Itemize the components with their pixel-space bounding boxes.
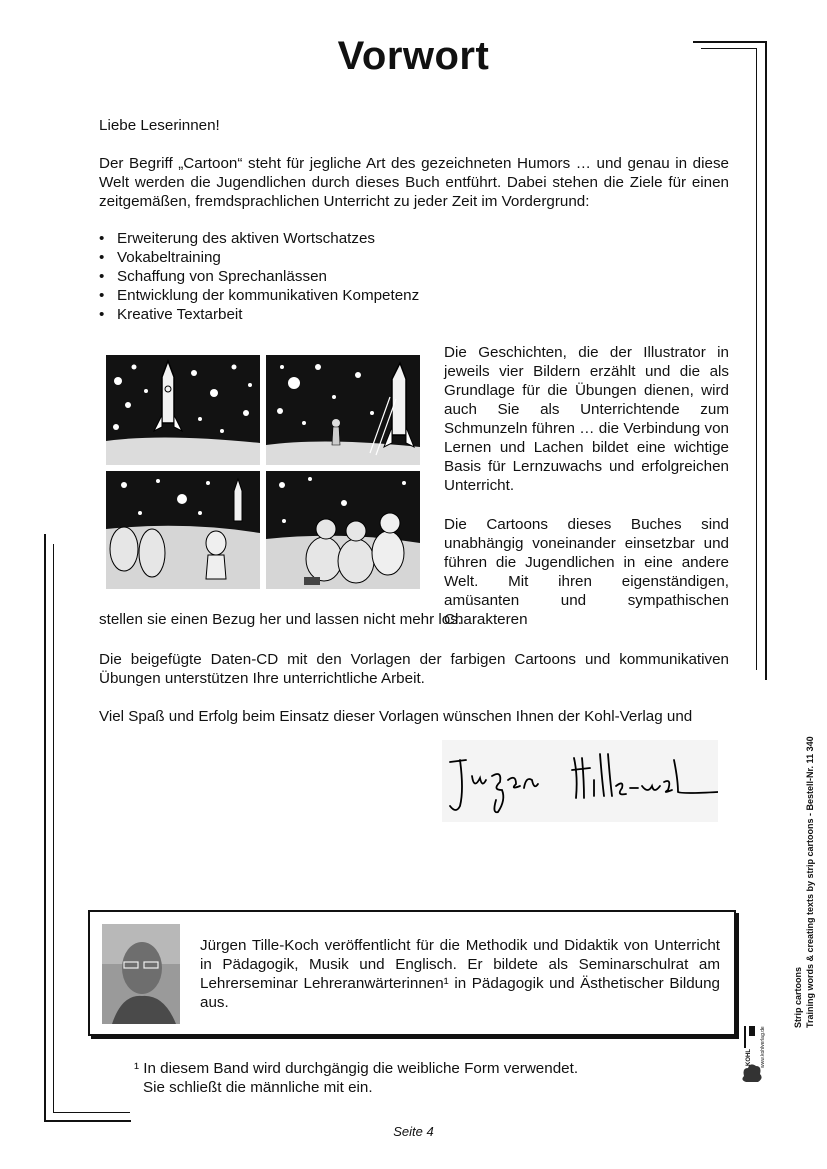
cartoon-panel-3 xyxy=(106,471,260,589)
frame-right-v2 xyxy=(756,48,757,670)
frame-left-v1 xyxy=(44,534,46,1121)
list-item: • Erweiterung des aktiven Wortschatzes xyxy=(99,230,376,247)
list-item: • Schaffung von Sprechanlässen xyxy=(99,268,327,285)
side-caption-order-info: Training words & creating texts by strip cartoons - Bestell-Nr. 11 340 xyxy=(805,736,815,1028)
bullet-icon: • xyxy=(99,249,105,266)
list-item: • Vokabeltraining xyxy=(99,249,221,266)
cartoons-paragraph: Die Cartoons dieses Buches sind unabhängig voneinander einsetzbar und führen die Jugendlichen in eine andere Welt. Mit ihren eigenständigen, amüsanten und sympathischen Charakteren xyxy=(444,516,729,628)
list-item: • Kreative Textarbeit xyxy=(99,306,243,323)
footnote-line-2: Sie schließt die männliche mit ein. xyxy=(143,1079,373,1096)
author-photo xyxy=(102,924,180,1024)
bullet-icon: • xyxy=(99,287,105,304)
closing-paragraph: Viel Spaß und Erfolg beim Einsatz dieser Vorlagen wünschen Ihnen der Kohl-Verlag und xyxy=(99,708,693,725)
publisher-logo xyxy=(740,1020,766,1090)
footnote-line-1: ¹ In diesem Band wird durchgängig die weibliche Form verwendet. xyxy=(134,1060,579,1077)
cartoon-panel-4 xyxy=(266,471,420,589)
frame-right-v1 xyxy=(765,41,767,680)
footnote xyxy=(134,1059,578,1097)
bullet-icon: • xyxy=(99,230,105,247)
side-caption xyxy=(792,736,816,1028)
author-bio: Jürgen Tille-Koch veröffentlicht für die Methodik und Didaktik von Unterricht in Pädagogik, Musik und Englisch. Er bildete als Seminarschulrat am Lehrerseminar Lehreranwärterinnen¹ in Pädagogik und Ästhetischer Bildung aus. xyxy=(200,937,720,1011)
frame-left-v2 xyxy=(53,544,54,1112)
cartoons-paragraph-continued: stellen sie einen Bezug her und lassen nicht mehr los. xyxy=(99,611,463,628)
page-title: Vorwort xyxy=(337,34,490,78)
publisher-logo-text: KOHL xyxy=(746,1049,752,1066)
frame-bottom-left-h2 xyxy=(53,1112,130,1113)
cartoon-panel-1 xyxy=(106,355,260,465)
greeting: Liebe Leserinnen! xyxy=(99,117,220,134)
publisher-url: www.kohlverlag.de xyxy=(760,1026,766,1068)
intro-paragraph: Der Begriff „Cartoon“ steht für jegliche Art des gezeichneten Humors … und genau in diese Welt werden die Jugendlichen durch dieses Buch entführt. Dabei stehen die Ziele für einen zeitgemäßen, fremdsprachlichen Unterricht zu jeder Zeit im Vordergrund: xyxy=(99,155,729,210)
goals-list xyxy=(99,229,419,324)
bullet-icon: • xyxy=(99,268,105,285)
frame-bottom-left-h1 xyxy=(44,1120,131,1122)
bullet-icon: • xyxy=(99,306,105,323)
page-number: Seite 4 xyxy=(393,1124,434,1139)
author-info-box xyxy=(88,910,736,1036)
list-item: • Entwicklung der kommunikativen Kompetenz xyxy=(99,287,420,304)
cartoon-panel-2 xyxy=(266,355,420,465)
signature-image xyxy=(442,740,718,822)
cartoon-strip-image xyxy=(104,353,422,591)
side-caption-title: Strip cartoons xyxy=(793,966,803,1028)
stories-paragraph: Die Geschichten, die der Illustrator in jeweils vier Bildern erzählt und die als Grundlage für die Übungen dienen, wird auch Sie als Unterrichtende zum Schmunzeln führen … die Verbindung von Lernen und Lachen bildet eine wichtige Basis für Lernzuwachs und erfolgreichen Unterricht. xyxy=(444,344,729,494)
cd-paragraph: Die beigefügte Daten-CD mit den Vorlagen der farbigen Cartoons und kommunikativen Übungen unterstützen Ihre unterrichtliche Arbeit. xyxy=(99,651,729,687)
